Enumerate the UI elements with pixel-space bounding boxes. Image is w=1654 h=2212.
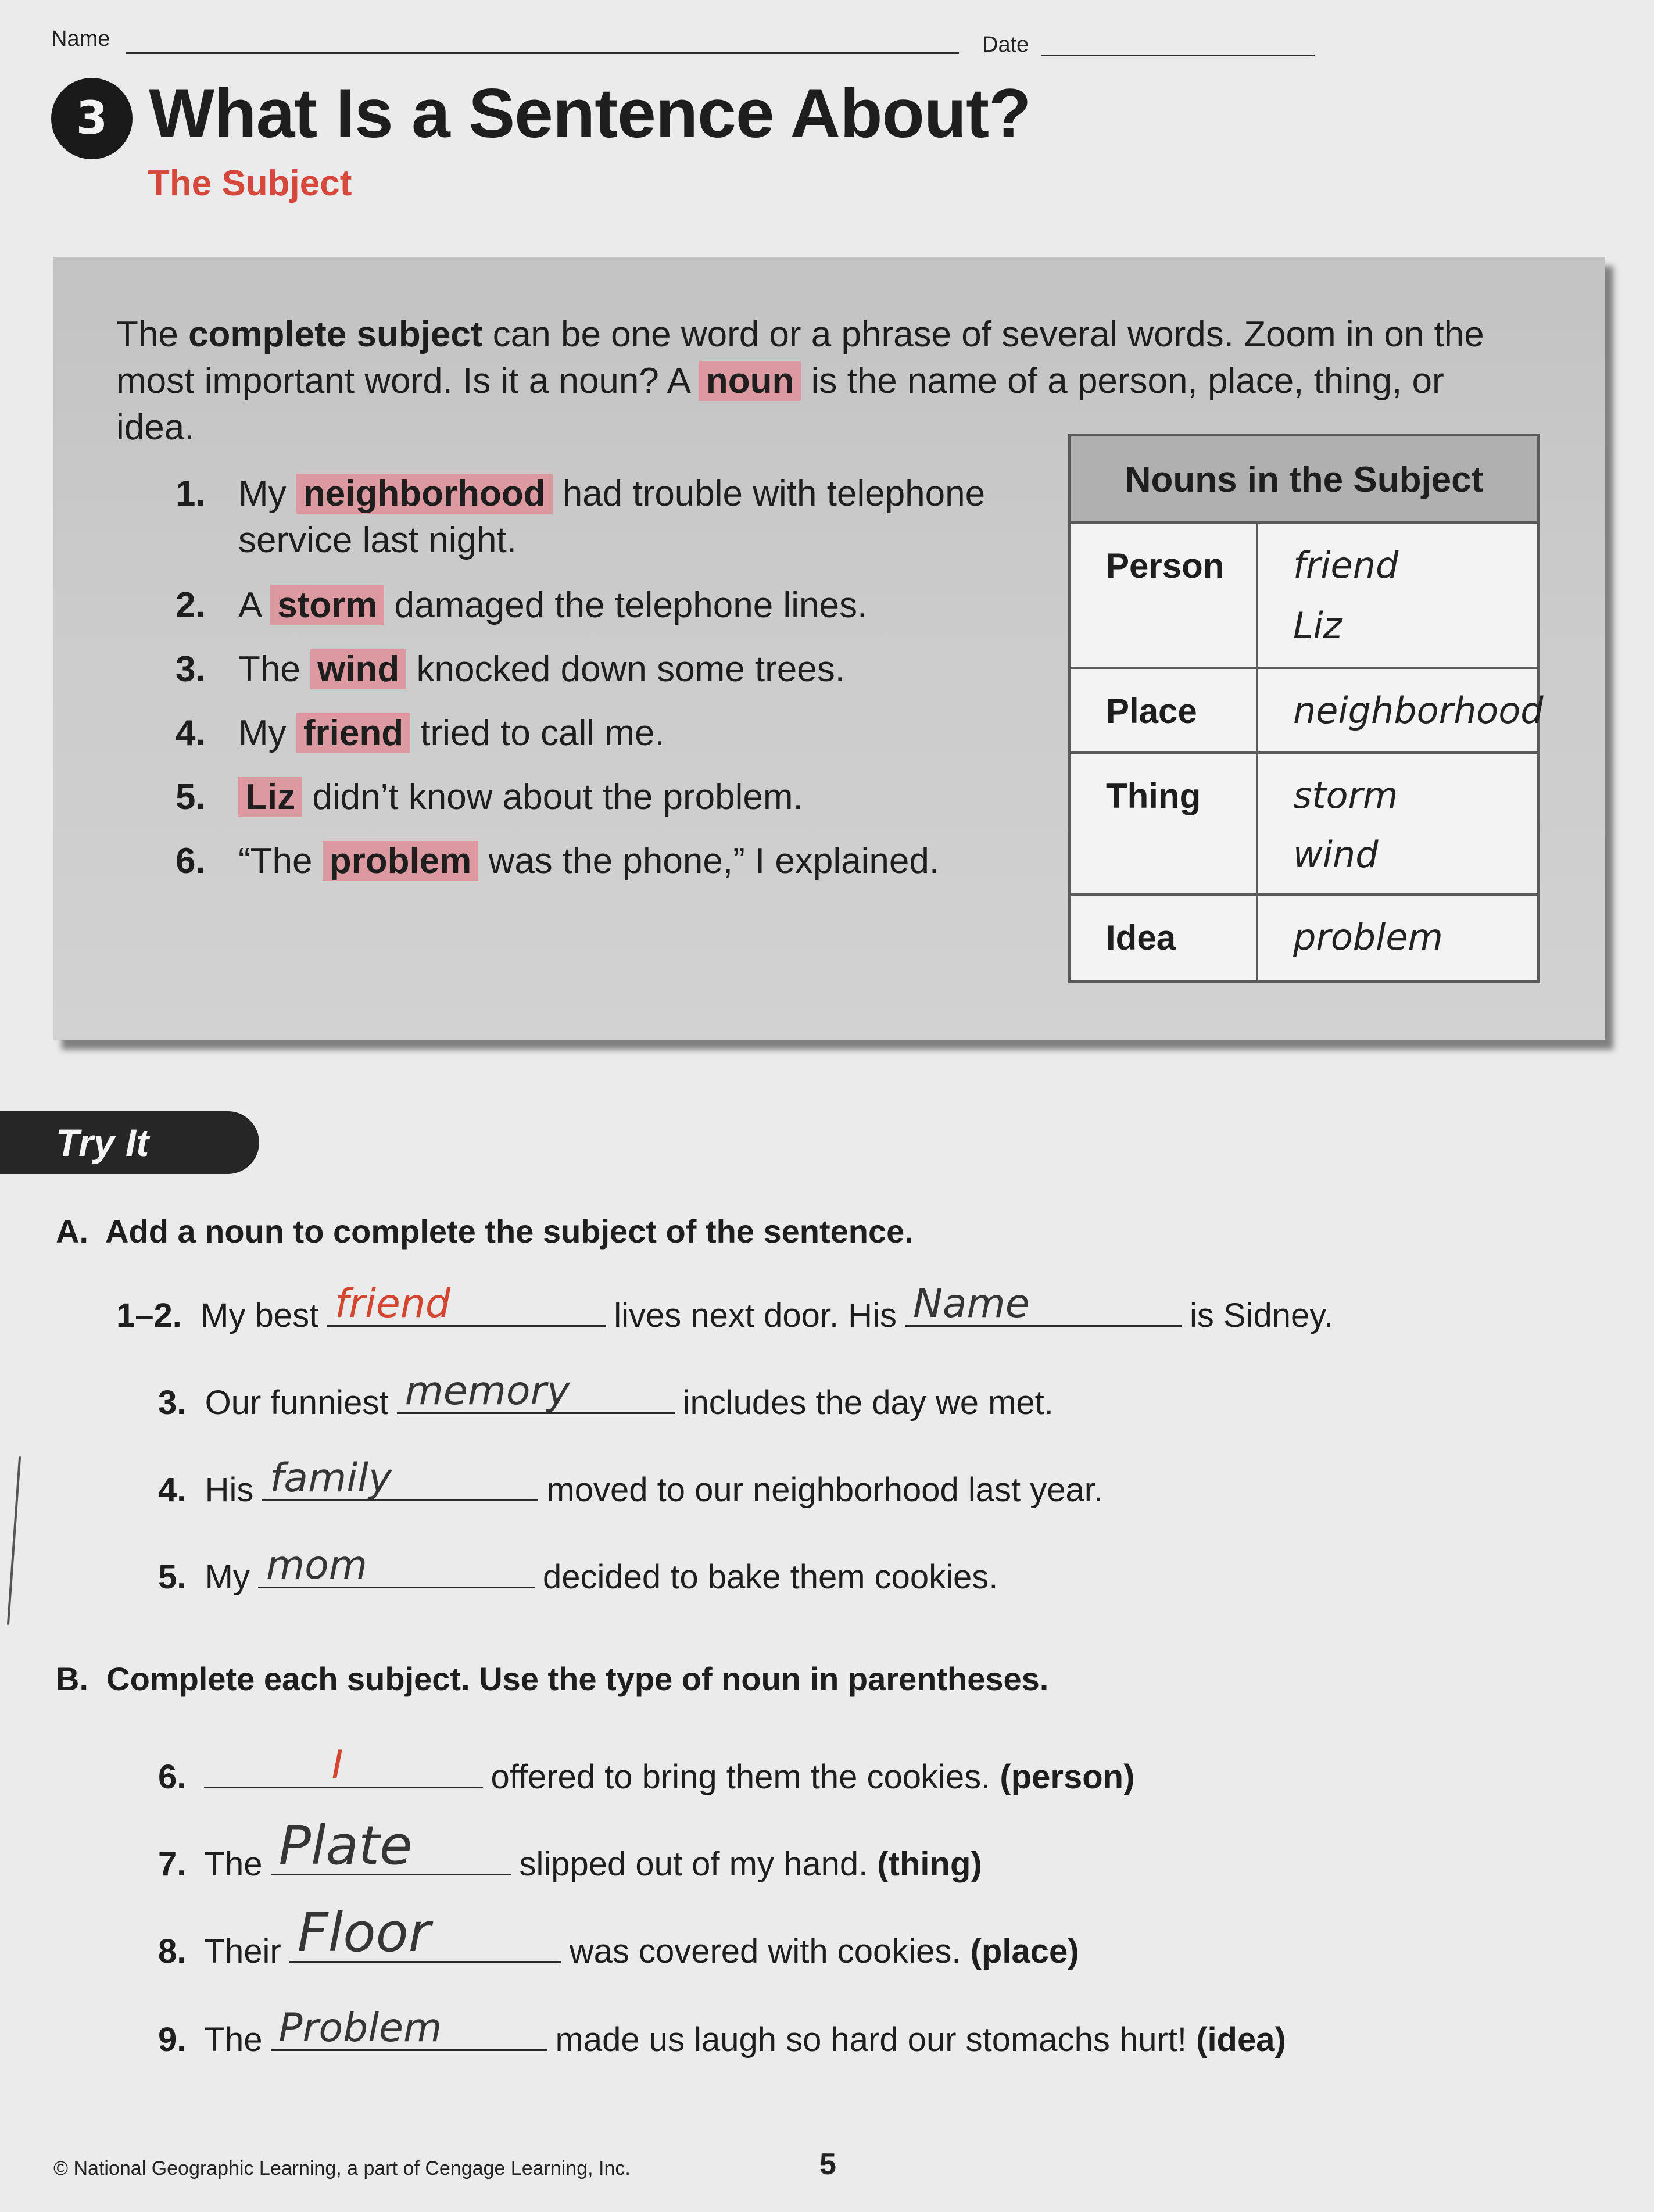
handwritten-answer: Problem (278, 2005, 442, 2051)
exercise-3: 3. Our funniest memory includes the day we met. (158, 1368, 1054, 1422)
highlighted-noun: Liz (238, 777, 302, 817)
page-title: What Is a Sentence About? (149, 74, 1031, 152)
nouns-table-title: Nouns in the Subject (1071, 436, 1537, 524)
date-line[interactable] (1041, 55, 1315, 56)
copyright-footer: © National Geographic Learning, a part of Cengage Learning, Inc. (53, 2157, 631, 2179)
table-row-idea: Idea problem (1106, 916, 1443, 958)
date-label: Date (982, 33, 1029, 57)
highlight-noun: noun (699, 361, 801, 401)
highlighted-noun: friend (296, 713, 410, 753)
handwritten-answer: friend (335, 1281, 451, 1327)
try-it-banner: Try It (0, 1111, 259, 1174)
exercise-6: 6. I offered to bring them the cookies. (person) (158, 1742, 1135, 1796)
highlighted-noun: neighborhood (296, 474, 553, 514)
table-row-person: Person friend Liz (1071, 524, 1537, 669)
answer-blank[interactable] (271, 1814, 511, 1877)
handwritten-answer: Name (912, 1281, 1030, 1327)
name-label: Name (51, 27, 110, 51)
answer-blank[interactable] (258, 1542, 535, 1588)
section-a-instruction: A. Add a noun to complete the subject of the sentence. (56, 1213, 914, 1250)
answer-blank[interactable] (204, 1742, 483, 1788)
answer-blank[interactable] (397, 1368, 675, 1414)
handwritten-answer: family (270, 1455, 392, 1501)
table-row-thing: Thing storm wind (1071, 754, 1537, 896)
name-line[interactable] (126, 52, 959, 54)
handwritten-answer: I (331, 1742, 343, 1788)
exercise-9: 9. The Problem made us laugh so hard our stomachs hurt! (idea) (158, 2005, 1286, 2059)
highlighted-noun: problem (323, 841, 479, 881)
exercise-4: 4. His family moved to our neighborhood last year. (158, 1455, 1104, 1509)
answer-blank[interactable] (327, 1281, 606, 1327)
handwritten-answer: Floor (297, 1902, 431, 1964)
intro-paragraph: The complete subject can be one word or a phrase of several words. Zoom in on the most important word. Is it a noun? A noun is the name of a person, place, thing, or idea. (116, 314, 1484, 448)
margin-pencil-mark (7, 1456, 21, 1625)
highlighted-noun: storm (270, 585, 384, 625)
handwritten-answer: mom (266, 1542, 368, 1588)
answer-blank[interactable] (289, 1902, 561, 1964)
exercise-1-2: 1–2. My best friend lives next door. His Name is Sidney. (116, 1281, 1334, 1334)
answer-blank[interactable] (905, 1281, 1182, 1327)
handwritten-answer: memory (404, 1368, 570, 1414)
answer-blank[interactable] (271, 2005, 547, 2051)
highlighted-noun: wind (310, 649, 406, 689)
exercise-7: 7. The Plate slipped out of my hand. (thing) (158, 1814, 982, 1883)
exercise-8: 8. Their Floor was covered with cookies. (place) (158, 1902, 1079, 1970)
table-row-place: Place neighborhood (1071, 669, 1537, 754)
handwritten-answer: Plate (278, 1814, 413, 1877)
exercise-5: 5. My mom decided to bake them cookies. (158, 1542, 998, 1596)
answer-blank[interactable] (262, 1455, 538, 1501)
page-number: 5 (819, 2147, 836, 2181)
nouns-table (1068, 434, 1544, 983)
lesson-number-badge: 3 (51, 78, 133, 159)
page-subtitle: The Subject (148, 163, 352, 203)
section-b-instruction: B. Complete each subject. Use the type of noun in parentheses. (56, 1660, 1049, 1697)
